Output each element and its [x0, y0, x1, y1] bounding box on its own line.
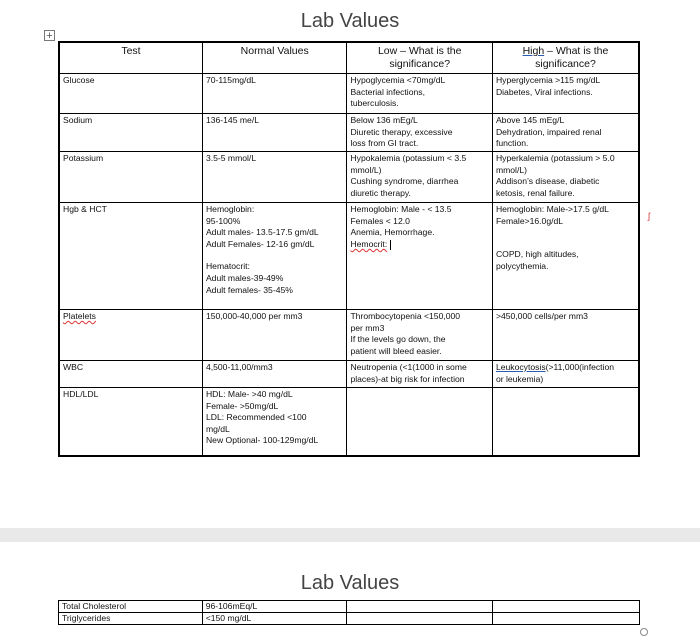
cell-test[interactable]: Total Cholesterol [59, 601, 203, 613]
table-row [59, 601, 640, 613]
text-line: tuberculosis. [350, 98, 399, 109]
text-line: places)-at big risk for infection [350, 373, 465, 384]
text-line: Female- >50mg/dL [205, 400, 279, 411]
cell-low[interactable] [347, 203, 493, 310]
text-line: Dehydration, impaired renal [495, 126, 602, 137]
text-line: Hyperkalemia (potassium > 5.0 [495, 153, 615, 163]
document-page-2 [0, 542, 700, 644]
cell-low[interactable] [347, 310, 493, 361]
cell-low[interactable] [347, 74, 493, 114]
text-line: Above 145 mEg/L [495, 115, 565, 125]
table-row-platelets [59, 310, 639, 361]
cell-normal[interactable] [202, 152, 346, 203]
text-line: Females < 12.0 [350, 215, 410, 226]
table-resize-handle-icon[interactable] [640, 628, 648, 636]
text-line: HDL: Male- >40 mg/dL [205, 389, 293, 399]
text-line: mg/dL [205, 423, 230, 434]
cell-high[interactable] [492, 74, 639, 114]
cell-normal[interactable] [202, 203, 346, 310]
spellcheck-word[interactable]: Platelets [63, 311, 96, 321]
cell-normal[interactable] [202, 310, 346, 361]
spellcheck-word[interactable]: Leukocytosis [495, 362, 546, 372]
header-low: Low – What is the significance? [347, 42, 493, 74]
text-line: Thrombocytopenia <150,000 [350, 311, 461, 321]
header-normal-values: Normal Values [202, 42, 346, 74]
text-fragment: (>11,000(infection [545, 362, 615, 372]
cell-normal[interactable]: <150 mg/dL [202, 613, 347, 625]
spellcheck-word[interactable]: Hemocrit: [350, 238, 388, 249]
text-line [496, 362, 635, 374]
cell-test[interactable]: Hgb & HCT [59, 203, 202, 310]
table-row-sodium [59, 114, 639, 152]
blank-line [496, 227, 635, 238]
text-line: Diuretic therapy, excessive [350, 126, 453, 137]
text-line: COPD, high altitudes, [495, 249, 579, 260]
text-line: loss from GI tract. [350, 138, 419, 149]
lab-values-table-2 [58, 600, 640, 625]
text-line: Hypoglycemia <70mg/dL [350, 75, 446, 85]
cell-low[interactable] [347, 114, 493, 152]
blank-line [206, 250, 343, 261]
table-row-glucose [59, 74, 639, 114]
page-title: Lab Values [300, 572, 400, 594]
text-line: Hematocrit: [205, 261, 250, 272]
text-line: Adult females- 35-45% [205, 284, 293, 295]
cell-normal[interactable] [202, 74, 346, 114]
text-line: Below 136 mEg/L [350, 115, 418, 125]
text-line: ketosis, renal failure. [495, 187, 575, 198]
table-row [59, 613, 640, 625]
cell-test[interactable] [59, 310, 202, 361]
lab-values-table [58, 41, 640, 457]
text-line: or leukemia) [495, 373, 544, 384]
cell-high[interactable] [492, 310, 639, 361]
cell-low[interactable] [347, 613, 493, 625]
text-line: diuretic therapy. [350, 187, 411, 198]
cell-high[interactable] [492, 388, 639, 456]
text-line: patient will bleed easier. [350, 345, 442, 356]
cell-normal[interactable] [202, 388, 346, 456]
cell-high[interactable] [492, 203, 639, 310]
table-row-hdl-ldl [59, 388, 639, 456]
text-line: Anemia, Hemorrhage. [350, 227, 435, 238]
text-line: Hyperglycemia >115 mg/dL [495, 75, 601, 85]
cell-test[interactable]: Sodium [59, 114, 202, 152]
table-row-hgb-hct [59, 203, 639, 310]
text-line: 136-145 me/L [205, 115, 259, 125]
text-line: polycythemia. [495, 260, 549, 271]
text-line: Addison’s disease, diabetic [495, 176, 600, 187]
cell-high[interactable] [493, 613, 640, 625]
cell-test[interactable]: WBC [59, 361, 202, 388]
text-line: Hemoglobin: Male->17.5 g/dL [495, 204, 609, 214]
text-line: New Optional- 100-129mg/dL [205, 435, 319, 446]
text-line: Cushing syndrome, diarrhea [350, 176, 459, 187]
header-test: Test [59, 42, 202, 74]
spellcheck-mark-icon: ʃ [648, 211, 650, 221]
cell-low[interactable] [347, 601, 493, 613]
text-line: Hemoglobin: [205, 204, 255, 214]
cell-high[interactable] [493, 601, 640, 613]
table-row-potassium [59, 152, 639, 203]
text-line: LDL: Recommended <100 [205, 412, 307, 423]
text-line: >450,000 cells/per mm3 [495, 311, 588, 321]
text-line: 70-115mg/dL [205, 75, 256, 85]
cell-low[interactable] [347, 388, 493, 456]
table-header-row [59, 42, 639, 74]
cell-high[interactable] [492, 152, 639, 203]
text-line: Adult Females- 12-16 gm/dL [205, 238, 315, 249]
text-line: Adult males- 13.5-17.5 gm/dL [205, 227, 319, 238]
text-line: Female>16.0g/dL [495, 215, 564, 226]
page-title: Lab Values [300, 10, 400, 32]
cell-test[interactable]: Potassium [59, 152, 202, 203]
text-line: Bacterial infections, [350, 86, 425, 97]
table-row-wbc [59, 361, 639, 388]
text-line: If the levels go down, the [350, 334, 446, 345]
cell-low[interactable] [347, 361, 493, 388]
header-high-word: High [522, 45, 545, 57]
text-line: per mm3 [350, 322, 385, 333]
text-line: Hemoglobin: Male - < 13.5 [350, 204, 452, 214]
text-line: 95-100% [205, 215, 241, 226]
page-separator [0, 528, 700, 542]
cell-normal[interactable] [202, 361, 346, 388]
text-line: 4,500-11,00/mm3 [205, 362, 273, 372]
cell-normal[interactable]: 96-106mEq/L [202, 601, 347, 613]
header-high [492, 42, 639, 74]
cell-test[interactable]: Glucose [59, 74, 202, 114]
blank-line [496, 238, 635, 249]
cell-test[interactable]: Triglycerides [59, 613, 203, 625]
text-line: Neutropenia (<1(1000 in some [350, 362, 467, 372]
text-cursor [390, 240, 391, 250]
header-high-rest: – What is the significance? [535, 45, 609, 70]
cell-test[interactable]: HDL/LDL [59, 388, 202, 456]
text-line: function. [495, 138, 529, 149]
text-line: 3.5-5 mmol/L [205, 153, 257, 163]
cell-high[interactable] [492, 114, 639, 152]
text-line: Hypokalemia (potassium < 3.5 [350, 153, 467, 163]
text-line: mmol/L) [495, 164, 527, 175]
text-line-hemocrit [350, 239, 489, 251]
cell-high[interactable] [492, 361, 639, 388]
cell-low[interactable] [347, 152, 493, 203]
text-line: Diabetes, Viral infections. [495, 86, 593, 97]
text-line: Adult males-39-49% [205, 272, 284, 283]
text-line: 150,000-40,000 per mm3 [205, 311, 303, 321]
text-line: mmol/L) [350, 164, 382, 175]
table-move-handle-icon[interactable]: + [44, 30, 55, 41]
cell-normal[interactable] [202, 114, 346, 152]
